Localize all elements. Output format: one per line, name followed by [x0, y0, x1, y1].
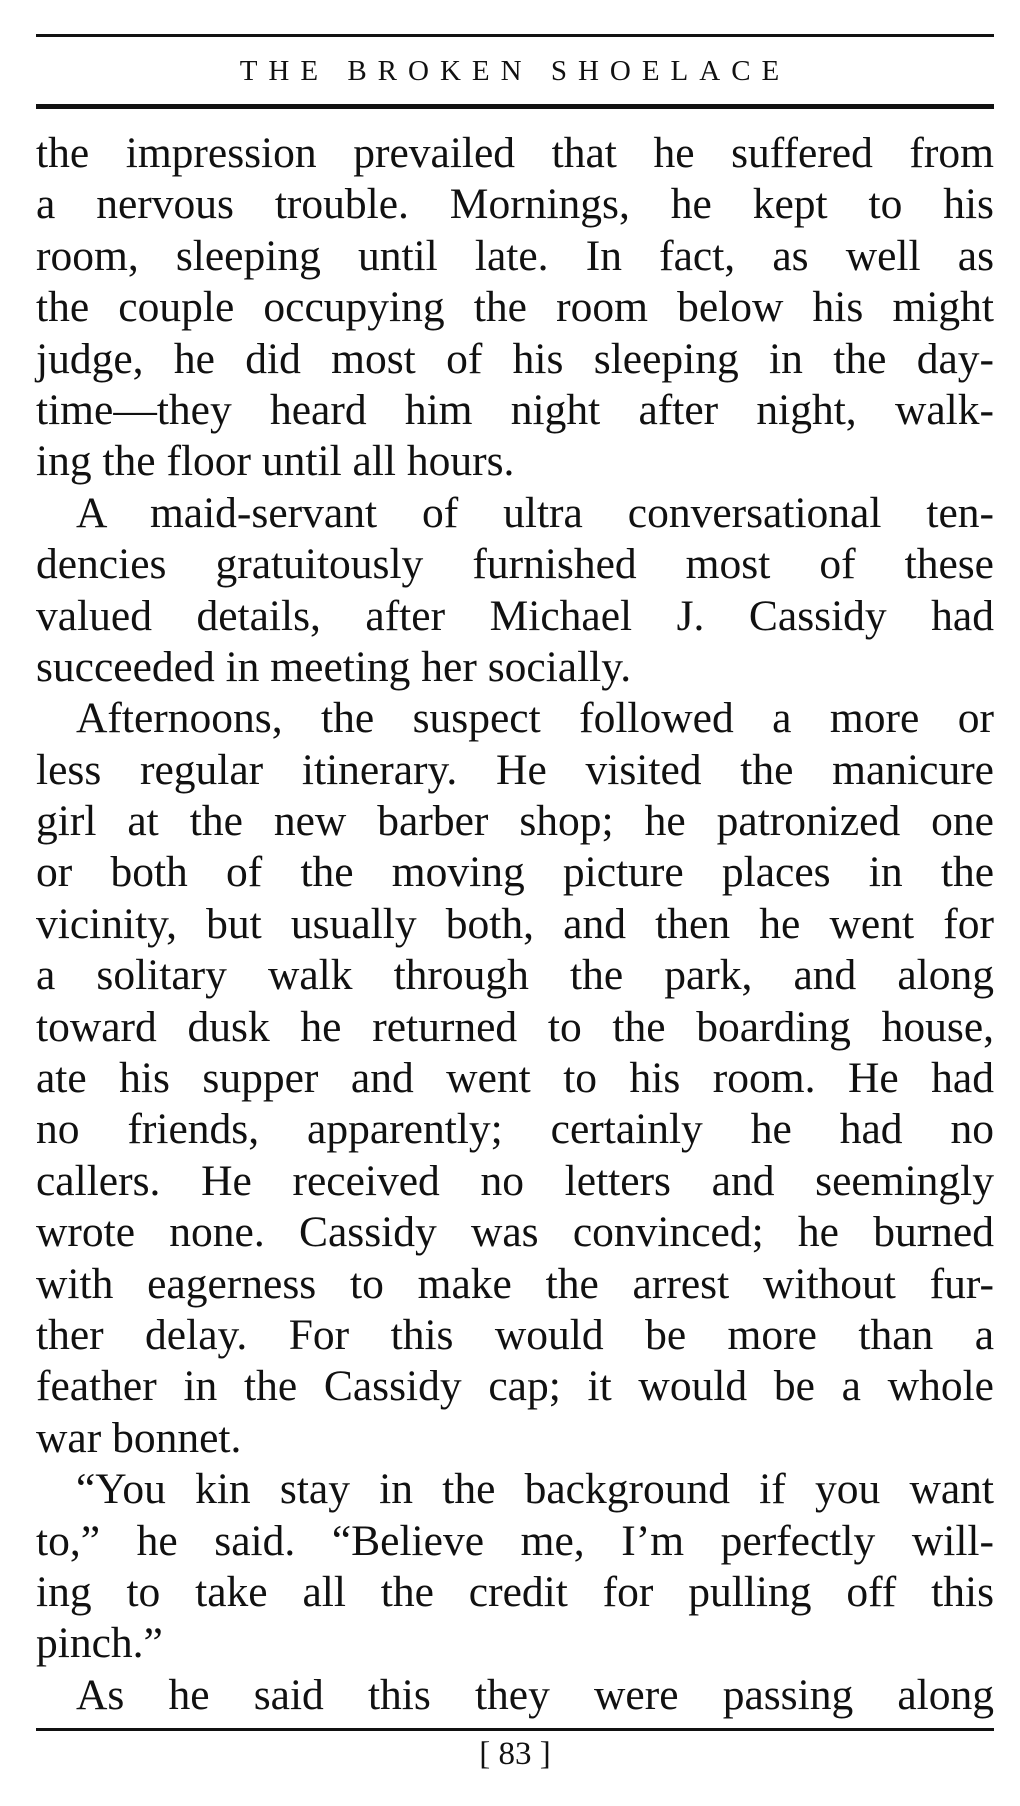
text-line: room, sleeping until late. In fact, as well as: [36, 231, 994, 280]
text-line: to,” he said. “Believe me, I’m perfectly will-: [36, 1516, 994, 1565]
text-line: the couple occupying the room below his might: [36, 283, 994, 332]
text-line: valued details, after Michael J. Cassidy had: [36, 591, 994, 640]
text-line: dencies gratuitously furnished most of these: [36, 540, 994, 589]
header-rule-top: [36, 34, 994, 37]
text-line: A maid-servant of ultra conversational ten-: [76, 488, 994, 537]
book-page: [36, 28, 994, 1788]
text-line: wrote none. Cassidy was convinced; he burned: [36, 1208, 994, 1257]
text-line: a nervous trouble. Mornings, he kept to his: [36, 180, 994, 229]
text-line: “You kin stay in the background if you want: [76, 1465, 994, 1514]
text-line: ate his supper and went to his room. He had: [36, 1054, 994, 1103]
text-line: feather in the Cassidy cap; it would be a whole: [36, 1362, 994, 1411]
text-line: judge, he did most of his sleeping in the day-: [36, 334, 994, 383]
text-line: As he said this they were passing along: [76, 1670, 994, 1719]
text-line: girl at the new barber shop; he patronized one: [36, 797, 994, 846]
text-line: succeeded in meeting her socially.: [36, 642, 632, 691]
text-line: with eagerness to make the arrest without fur-: [36, 1259, 994, 1308]
text-line: Afternoons, the suspect followed a more or: [76, 694, 994, 743]
running-head: THE BROKEN SHOELACE: [239, 55, 791, 87]
text-line: ing to take all the credit for pulling off this: [36, 1567, 994, 1616]
text-line: no friends, apparently; certainly he had no: [36, 1105, 994, 1154]
page-number: [ 83 ]: [479, 1736, 551, 1772]
text-line: the impression prevailed that he suffered from: [36, 129, 994, 177]
text-line: pinch.”: [36, 1619, 163, 1668]
text-line: or both of the moving picture places in the: [36, 848, 994, 897]
text-line: toward dusk he returned to the boarding house,: [36, 1002, 994, 1051]
text-line: callers. He received no letters and seemingly: [36, 1156, 994, 1205]
header-rule-bottom: [36, 104, 994, 109]
body-text: [36, 128, 994, 1721]
text-line: a solitary walk through the park, and along: [36, 951, 994, 1000]
text-line: war bonnet.: [36, 1413, 242, 1462]
text-line: less regular itinerary. He visited the manicure: [36, 745, 994, 794]
text-line: time—they heard him night after night, walk-: [36, 385, 994, 434]
text-line: ther delay. For this would be more than a: [36, 1310, 994, 1359]
text-line: ing the floor until all hours.: [36, 437, 515, 486]
text-line: vicinity, but usually both, and then he went for: [36, 899, 994, 948]
